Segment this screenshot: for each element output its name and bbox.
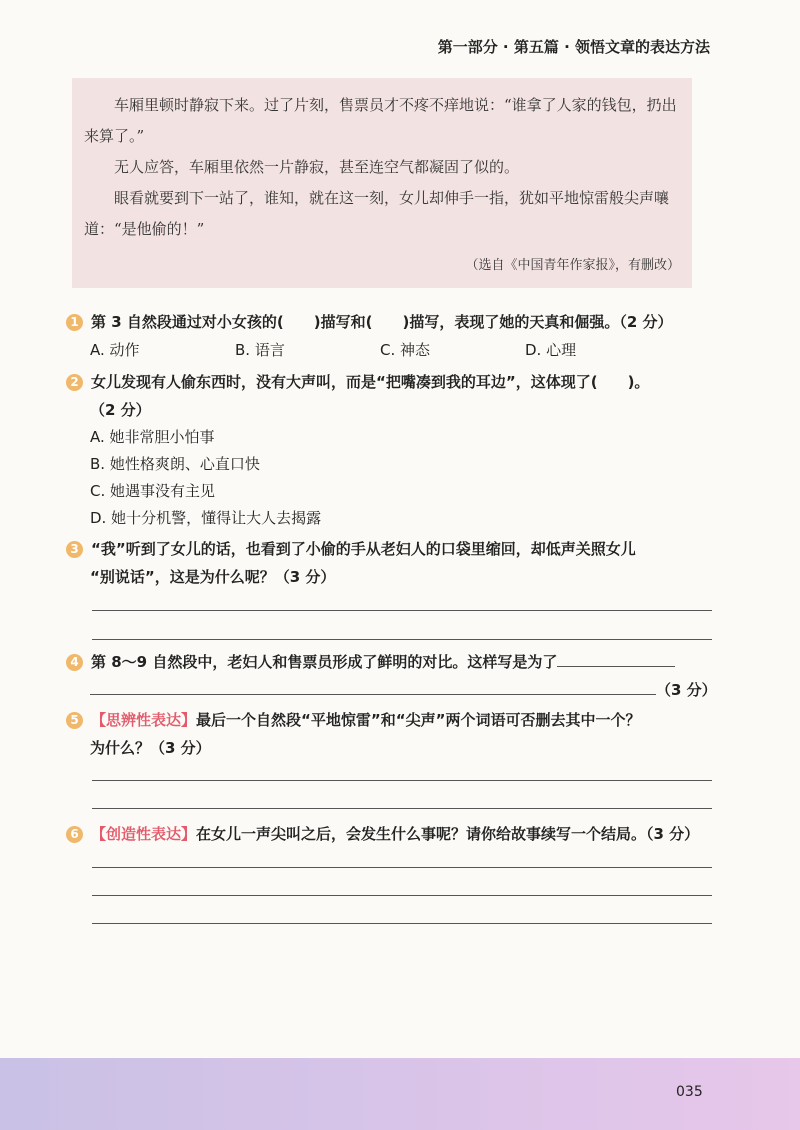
footer-bar <box>0 1058 800 1130</box>
skill-tag: 【创造性表达】 <box>91 825 197 843</box>
skill-tag: 【思辨性表达】 <box>91 711 197 729</box>
answer-line[interactable] <box>92 867 712 868</box>
passage-source: （选自《中国青年作家报》，有删改） <box>465 258 680 273</box>
option-a[interactable]: A. 她非常胆小怕事 <box>90 428 215 446</box>
question-number-badge: 4 <box>66 654 83 671</box>
question-2 <box>66 368 726 532</box>
question-text: 最后一个自然段“平地惊雷”和“尖声”两个词语可否删去其中一个？ <box>196 711 641 729</box>
option-d[interactable]: D. 她十分机警，懂得让大人去揭露 <box>90 509 322 527</box>
question-number-badge: 6 <box>66 826 83 843</box>
section-header: 第一部分 · 第五篇 · 领悟文章的表达方法 <box>437 38 710 56</box>
answer-line[interactable] <box>92 895 712 896</box>
question-text: “别说话”，这是为什么呢？（3 分） <box>90 568 336 586</box>
question-number-badge: 1 <box>66 314 83 331</box>
question-score: （3 分） <box>656 681 717 699</box>
question-1 <box>66 308 726 364</box>
option-c[interactable]: C. 她遇事没有主见 <box>90 482 216 500</box>
passage-paragraph: 无人应答，车厢里依然一片静寂，甚至连空气都凝固了似的。 <box>114 158 520 176</box>
question-text: 为什么？（3 分） <box>90 739 211 757</box>
option-b[interactable]: B. 她性格爽朗、心直口快 <box>90 455 260 473</box>
answer-line[interactable] <box>92 780 712 781</box>
answer-line[interactable] <box>92 639 712 640</box>
reading-passage <box>72 78 692 288</box>
question-6 <box>66 820 726 848</box>
question-3 <box>66 535 726 591</box>
answer-blank[interactable] <box>557 666 675 667</box>
question-score: （2 分） <box>90 401 151 419</box>
question-text: )描写，表现了她的天真和倔强。（2 分） <box>402 313 673 331</box>
question-4 <box>66 648 726 704</box>
option-b[interactable]: B. 语言 <box>235 341 285 359</box>
passage-paragraph: 车厢里顿时静寂下来。过了片刻，售票员才不疼不痒地说：“谁拿了人家的钱包，扔出来算了。” <box>84 96 677 145</box>
question-text: 女儿发现有人偷东西时，没有大声叫，而是“把嘴凑到我的耳边”，这体现了( <box>91 373 598 391</box>
option-c[interactable]: C. 神态 <box>380 341 431 359</box>
answer-line[interactable] <box>92 923 712 924</box>
question-number-badge: 3 <box>66 541 83 558</box>
answer-line[interactable] <box>92 610 712 611</box>
question-number-badge: 2 <box>66 374 83 391</box>
question-5 <box>66 706 726 762</box>
option-a[interactable]: A. 动作 <box>90 341 140 359</box>
question-text: 第 8～9 自然段中，老妇人和售票员形成了鲜明的对比。这样写是为了 <box>91 653 558 671</box>
option-d[interactable]: D. 心理 <box>525 341 577 359</box>
question-number-badge: 5 <box>66 712 83 729</box>
passage-paragraph: 眼看就要到下一站了，谁知，就在这一刻，女儿却伸手一指，犹如平地惊雷般尖声嚷道：“是他偷的！” <box>84 189 670 238</box>
question-text: )。 <box>627 373 650 391</box>
page-number: 035 <box>676 1084 703 1100</box>
question-text: )描写和( <box>313 313 373 331</box>
question-text: 第 3 自然段通过对小女孩的( <box>91 313 284 331</box>
answer-line[interactable] <box>92 808 712 809</box>
question-text: “我”听到了女儿的话，也看到了小偷的手从老妇人的口袋里缩回，却低声关照女儿 <box>91 540 636 558</box>
answer-blank[interactable] <box>90 694 656 695</box>
question-text: 在女儿一声尖叫之后，会发生什么事呢？请你给故事续写一个结局。（3 分） <box>196 825 700 843</box>
